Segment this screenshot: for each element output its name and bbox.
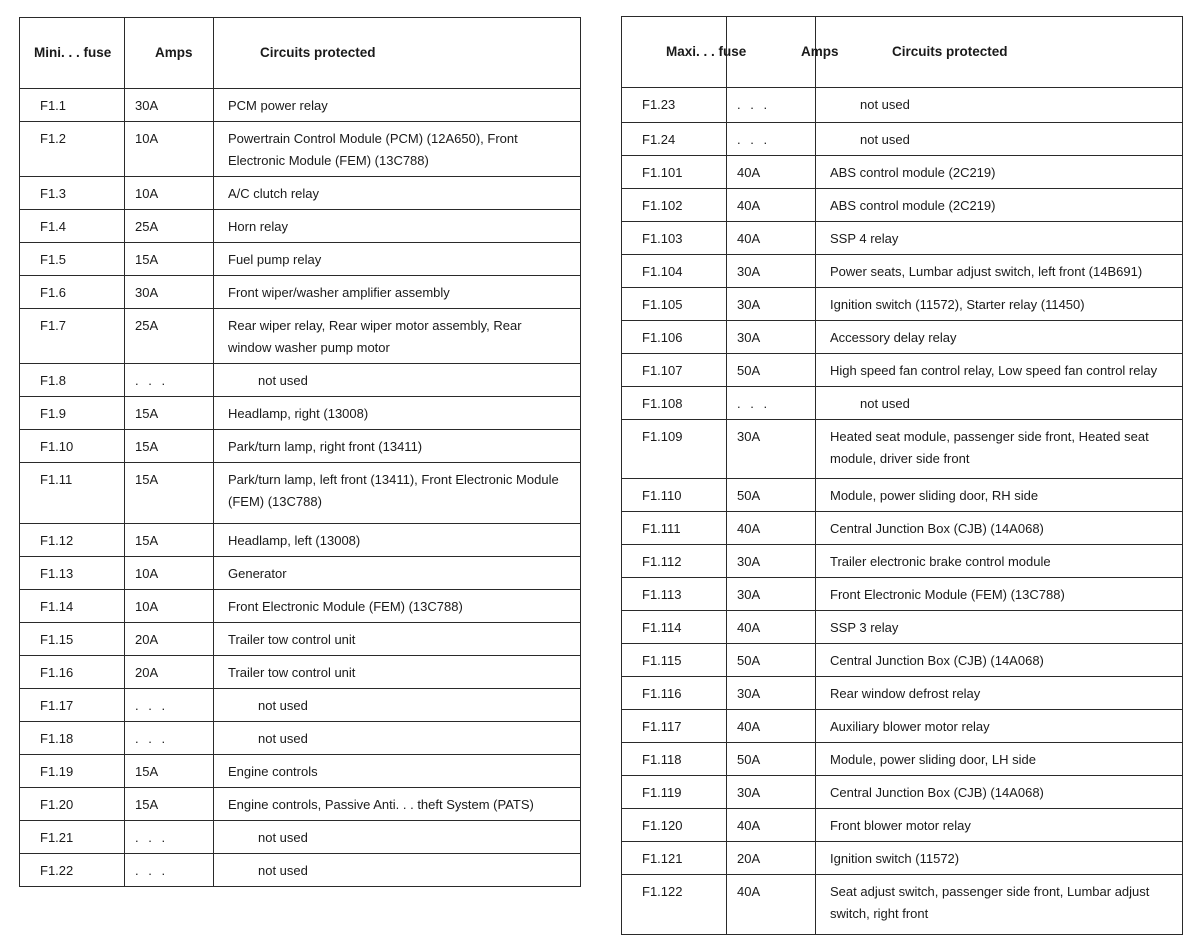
table-row xyxy=(20,89,581,122)
amps-cell: 10A xyxy=(125,590,214,623)
table-row xyxy=(20,397,581,430)
table-row xyxy=(622,710,1183,743)
amps-cell: 40A xyxy=(727,611,816,644)
table-row xyxy=(20,623,581,656)
amps-cell: 15A xyxy=(125,430,214,463)
table-row xyxy=(622,156,1183,189)
amps-cell: 20A xyxy=(125,623,214,656)
circuit-description-cell: Seat adjust switch, passenger side front, Lumbar adjust switch, right front xyxy=(816,875,1183,935)
fuse-id-cell: F1.110 xyxy=(622,479,727,512)
table-row xyxy=(622,776,1183,809)
fuse-id-cell: F1.111 xyxy=(622,512,727,545)
fuse-id-cell: F1.13 xyxy=(20,557,125,590)
circuit-description-cell: Heated seat module, passenger side front, Heated seat module, driver side front xyxy=(816,420,1183,479)
table-row xyxy=(622,578,1183,611)
table-row xyxy=(20,590,581,623)
circuit-description-cell: Central Junction Box (CJB) (14A068) xyxy=(816,512,1183,545)
amps-column-header: Amps xyxy=(125,18,214,89)
table-row xyxy=(20,557,581,590)
table-row xyxy=(20,309,581,364)
circuits-column-header: Circuits protected xyxy=(214,18,581,89)
circuit-description-cell: not used xyxy=(214,722,581,755)
table-row xyxy=(622,387,1183,420)
circuit-description-cell: ABS control module (2C219) xyxy=(816,189,1183,222)
fuse-id-cell: F1.119 xyxy=(622,776,727,809)
table-row xyxy=(20,722,581,755)
table-row xyxy=(20,463,581,524)
fuse-id-cell: F1.14 xyxy=(20,590,125,623)
circuit-description-cell: Central Junction Box (CJB) (14A068) xyxy=(816,644,1183,677)
maxi-fuse-rows xyxy=(622,88,1183,935)
circuit-description-cell: Trailer tow control unit xyxy=(214,623,581,656)
circuit-description-cell: Ignition switch (11572) xyxy=(816,842,1183,875)
table-row xyxy=(20,122,581,177)
table-row xyxy=(622,288,1183,321)
amps-cell: 15A xyxy=(125,397,214,430)
circuit-description-cell: Horn relay xyxy=(214,210,581,243)
amps-cell: . . . xyxy=(125,854,214,887)
header-row xyxy=(622,17,1183,88)
amps-cell: 30A xyxy=(125,89,214,122)
fuse-id-cell: F1.19 xyxy=(20,755,125,788)
fuse-id-cell: F1.24 xyxy=(622,123,727,156)
circuit-description-cell: not used xyxy=(816,88,1183,123)
amps-cell: 40A xyxy=(727,189,816,222)
amps-cell: 20A xyxy=(125,656,214,689)
circuit-description-cell: Central Junction Box (CJB) (14A068) xyxy=(816,776,1183,809)
fuse-id-cell: F1.8 xyxy=(20,364,125,397)
fuse-id-cell: F1.10 xyxy=(20,430,125,463)
circuit-description-cell: Trailer tow control unit xyxy=(214,656,581,689)
amps-cell: 25A xyxy=(125,309,214,364)
circuit-description-cell: Headlamp, right (13008) xyxy=(214,397,581,430)
circuit-description-cell: Rear wiper relay, Rear wiper motor assembly, Rear window washer pump motor xyxy=(214,309,581,364)
fuse-id-cell: F1.101 xyxy=(622,156,727,189)
circuit-description-cell: SSP 3 relay xyxy=(816,611,1183,644)
amps-cell: 25A xyxy=(125,210,214,243)
fuse-id-cell: F1.121 xyxy=(622,842,727,875)
fuse-id-cell: F1.104 xyxy=(622,255,727,288)
table-row xyxy=(20,243,581,276)
fuse-id-cell: F1.122 xyxy=(622,875,727,935)
circuit-description-cell: Front Electronic Module (FEM) (13C788) xyxy=(214,590,581,623)
circuit-description-cell: Module, power sliding door, RH side xyxy=(816,479,1183,512)
amps-cell: 30A xyxy=(727,321,816,354)
circuit-description-cell: PCM power relay xyxy=(214,89,581,122)
circuit-description-cell: not used xyxy=(214,364,581,397)
amps-cell: . . . xyxy=(727,88,816,123)
amps-cell: 40A xyxy=(727,875,816,935)
fuse-id-cell: F1.12 xyxy=(20,524,125,557)
amps-cell: 30A xyxy=(727,255,816,288)
table-row xyxy=(622,123,1183,156)
table-row xyxy=(622,479,1183,512)
table-row xyxy=(20,177,581,210)
circuit-description-cell: not used xyxy=(816,387,1183,420)
circuit-description-cell: Park/turn lamp, left front (13411), Front Electronic Module (FEM) (13C788) xyxy=(214,463,581,524)
circuit-description-cell: Front wiper/washer amplifier assembly xyxy=(214,276,581,309)
amps-cell: 40A xyxy=(727,156,816,189)
table-row xyxy=(622,88,1183,123)
amps-column-header: Amps xyxy=(727,17,816,88)
fuse-id-cell: F1.115 xyxy=(622,644,727,677)
amps-cell: 50A xyxy=(727,354,816,387)
amps-cell: 30A xyxy=(727,776,816,809)
circuit-description-cell: Rear window defrost relay xyxy=(816,677,1183,710)
fuse-id-cell: F1.6 xyxy=(20,276,125,309)
amps-cell: 15A xyxy=(125,524,214,557)
amps-cell: 15A xyxy=(125,243,214,276)
table-row xyxy=(622,644,1183,677)
circuit-description-cell: ABS control module (2C219) xyxy=(816,156,1183,189)
fuse-id-cell: F1.18 xyxy=(20,722,125,755)
table-row xyxy=(622,354,1183,387)
amps-cell: . . . xyxy=(125,821,214,854)
circuit-description-cell: not used xyxy=(214,689,581,722)
amps-cell: 10A xyxy=(125,122,214,177)
fuse-id-cell: F1.118 xyxy=(622,743,727,776)
fuse-id-cell: F1.102 xyxy=(622,189,727,222)
circuit-description-cell: Generator xyxy=(214,557,581,590)
amps-cell: . . . xyxy=(125,689,214,722)
fuse-id-cell: F1.15 xyxy=(20,623,125,656)
table-row xyxy=(622,255,1183,288)
amps-cell: 10A xyxy=(125,177,214,210)
table-row xyxy=(622,611,1183,644)
amps-cell: 40A xyxy=(727,512,816,545)
amps-cell: . . . xyxy=(727,123,816,156)
fuse-column-header: Maxi. . . fuse xyxy=(622,17,727,88)
circuit-description-cell: SSP 4 relay xyxy=(816,222,1183,255)
fuse-id-cell: F1.116 xyxy=(622,677,727,710)
table-row xyxy=(20,276,581,309)
circuit-description-cell: Accessory delay relay xyxy=(816,321,1183,354)
amps-cell: 30A xyxy=(125,276,214,309)
fuse-id-cell: F1.107 xyxy=(622,354,727,387)
circuit-description-cell: Engine controls, Passive Anti. . . theft System (PATS) xyxy=(214,788,581,821)
table-row xyxy=(622,545,1183,578)
table-row xyxy=(20,821,581,854)
fuse-id-cell: F1.109 xyxy=(622,420,727,479)
fuse-id-cell: F1.20 xyxy=(20,788,125,821)
amps-cell: 40A xyxy=(727,710,816,743)
amps-cell: 15A xyxy=(125,463,214,524)
table-row xyxy=(20,364,581,397)
fuse-id-cell: F1.1 xyxy=(20,89,125,122)
fuse-id-cell: F1.117 xyxy=(622,710,727,743)
table-row xyxy=(20,656,581,689)
fuse-id-cell: F1.17 xyxy=(20,689,125,722)
table-row xyxy=(622,677,1183,710)
circuit-description-cell: not used xyxy=(816,123,1183,156)
fuse-id-cell: F1.113 xyxy=(622,578,727,611)
fuse-id-cell: F1.3 xyxy=(20,177,125,210)
fuse-id-cell: F1.22 xyxy=(20,854,125,887)
circuit-description-cell: Auxiliary blower motor relay xyxy=(816,710,1183,743)
fuse-id-cell: F1.105 xyxy=(622,288,727,321)
circuit-description-cell: Trailer electronic brake control module xyxy=(816,545,1183,578)
amps-cell: 10A xyxy=(125,557,214,590)
table-row xyxy=(622,743,1183,776)
amps-cell: 30A xyxy=(727,677,816,710)
amps-cell: 40A xyxy=(727,222,816,255)
table-row xyxy=(622,512,1183,545)
amps-cell: 50A xyxy=(727,743,816,776)
circuit-description-cell: Module, power sliding door, LH side xyxy=(816,743,1183,776)
table-row xyxy=(20,430,581,463)
table-row xyxy=(20,755,581,788)
table-row xyxy=(622,420,1183,479)
circuit-description-cell: Front blower motor relay xyxy=(816,809,1183,842)
fuse-id-cell: F1.114 xyxy=(622,611,727,644)
fuse-id-cell: F1.108 xyxy=(622,387,727,420)
circuit-description-cell: Power seats, Lumbar adjust switch, left front (14B691) xyxy=(816,255,1183,288)
amps-cell: 50A xyxy=(727,644,816,677)
fuse-id-cell: F1.9 xyxy=(20,397,125,430)
header-row xyxy=(20,18,581,89)
circuit-description-cell: not used xyxy=(214,821,581,854)
amps-cell: 50A xyxy=(727,479,816,512)
maxi-fuse-table xyxy=(621,16,1183,935)
circuit-description-cell: Park/turn lamp, right front (13411) xyxy=(214,430,581,463)
table-row xyxy=(20,689,581,722)
amps-cell: . . . xyxy=(727,387,816,420)
circuit-description-cell: not used xyxy=(214,854,581,887)
table-row xyxy=(622,842,1183,875)
fuse-id-cell: F1.4 xyxy=(20,210,125,243)
mini-fuse-table xyxy=(19,17,581,887)
table-row xyxy=(622,222,1183,255)
mini-fuse-rows xyxy=(20,89,581,887)
amps-cell: 15A xyxy=(125,788,214,821)
amps-cell: 15A xyxy=(125,755,214,788)
amps-cell: 30A xyxy=(727,420,816,479)
amps-cell: . . . xyxy=(125,364,214,397)
fuse-id-cell: F1.21 xyxy=(20,821,125,854)
amps-cell: . . . xyxy=(125,722,214,755)
table-row xyxy=(20,210,581,243)
amps-cell: 40A xyxy=(727,809,816,842)
table-row xyxy=(622,321,1183,354)
circuit-description-cell: Engine controls xyxy=(214,755,581,788)
table-row xyxy=(20,524,581,557)
fuse-id-cell: F1.2 xyxy=(20,122,125,177)
amps-cell: 30A xyxy=(727,545,816,578)
fuse-id-cell: F1.5 xyxy=(20,243,125,276)
fuse-id-cell: F1.106 xyxy=(622,321,727,354)
fuse-column-header: Mini. . . fuse xyxy=(20,18,125,89)
table-row xyxy=(622,809,1183,842)
circuit-description-cell: High speed fan control relay, Low speed fan control relay xyxy=(816,354,1183,387)
circuit-description-cell: Powertrain Control Module (PCM) (12A650), Front Electronic Module (FEM) (13C788) xyxy=(214,122,581,177)
circuit-description-cell: Headlamp, left (13008) xyxy=(214,524,581,557)
amps-cell: 30A xyxy=(727,288,816,321)
amps-cell: 30A xyxy=(727,578,816,611)
circuit-description-cell: A/C clutch relay xyxy=(214,177,581,210)
table-row xyxy=(622,189,1183,222)
fuse-id-cell: F1.23 xyxy=(622,88,727,123)
circuit-description-cell: Fuel pump relay xyxy=(214,243,581,276)
fuse-id-cell: F1.103 xyxy=(622,222,727,255)
fuse-id-cell: F1.112 xyxy=(622,545,727,578)
circuits-column-header: Circuits protected xyxy=(816,17,1183,88)
fuse-id-cell: F1.16 xyxy=(20,656,125,689)
circuit-description-cell: Ignition switch (11572), Starter relay (11450) xyxy=(816,288,1183,321)
table-row xyxy=(20,788,581,821)
fuse-id-cell: F1.7 xyxy=(20,309,125,364)
circuit-description-cell: Front Electronic Module (FEM) (13C788) xyxy=(816,578,1183,611)
table-row xyxy=(622,875,1183,935)
fuse-id-cell: F1.120 xyxy=(622,809,727,842)
fuse-id-cell: F1.11 xyxy=(20,463,125,524)
table-row xyxy=(20,854,581,887)
amps-cell: 20A xyxy=(727,842,816,875)
